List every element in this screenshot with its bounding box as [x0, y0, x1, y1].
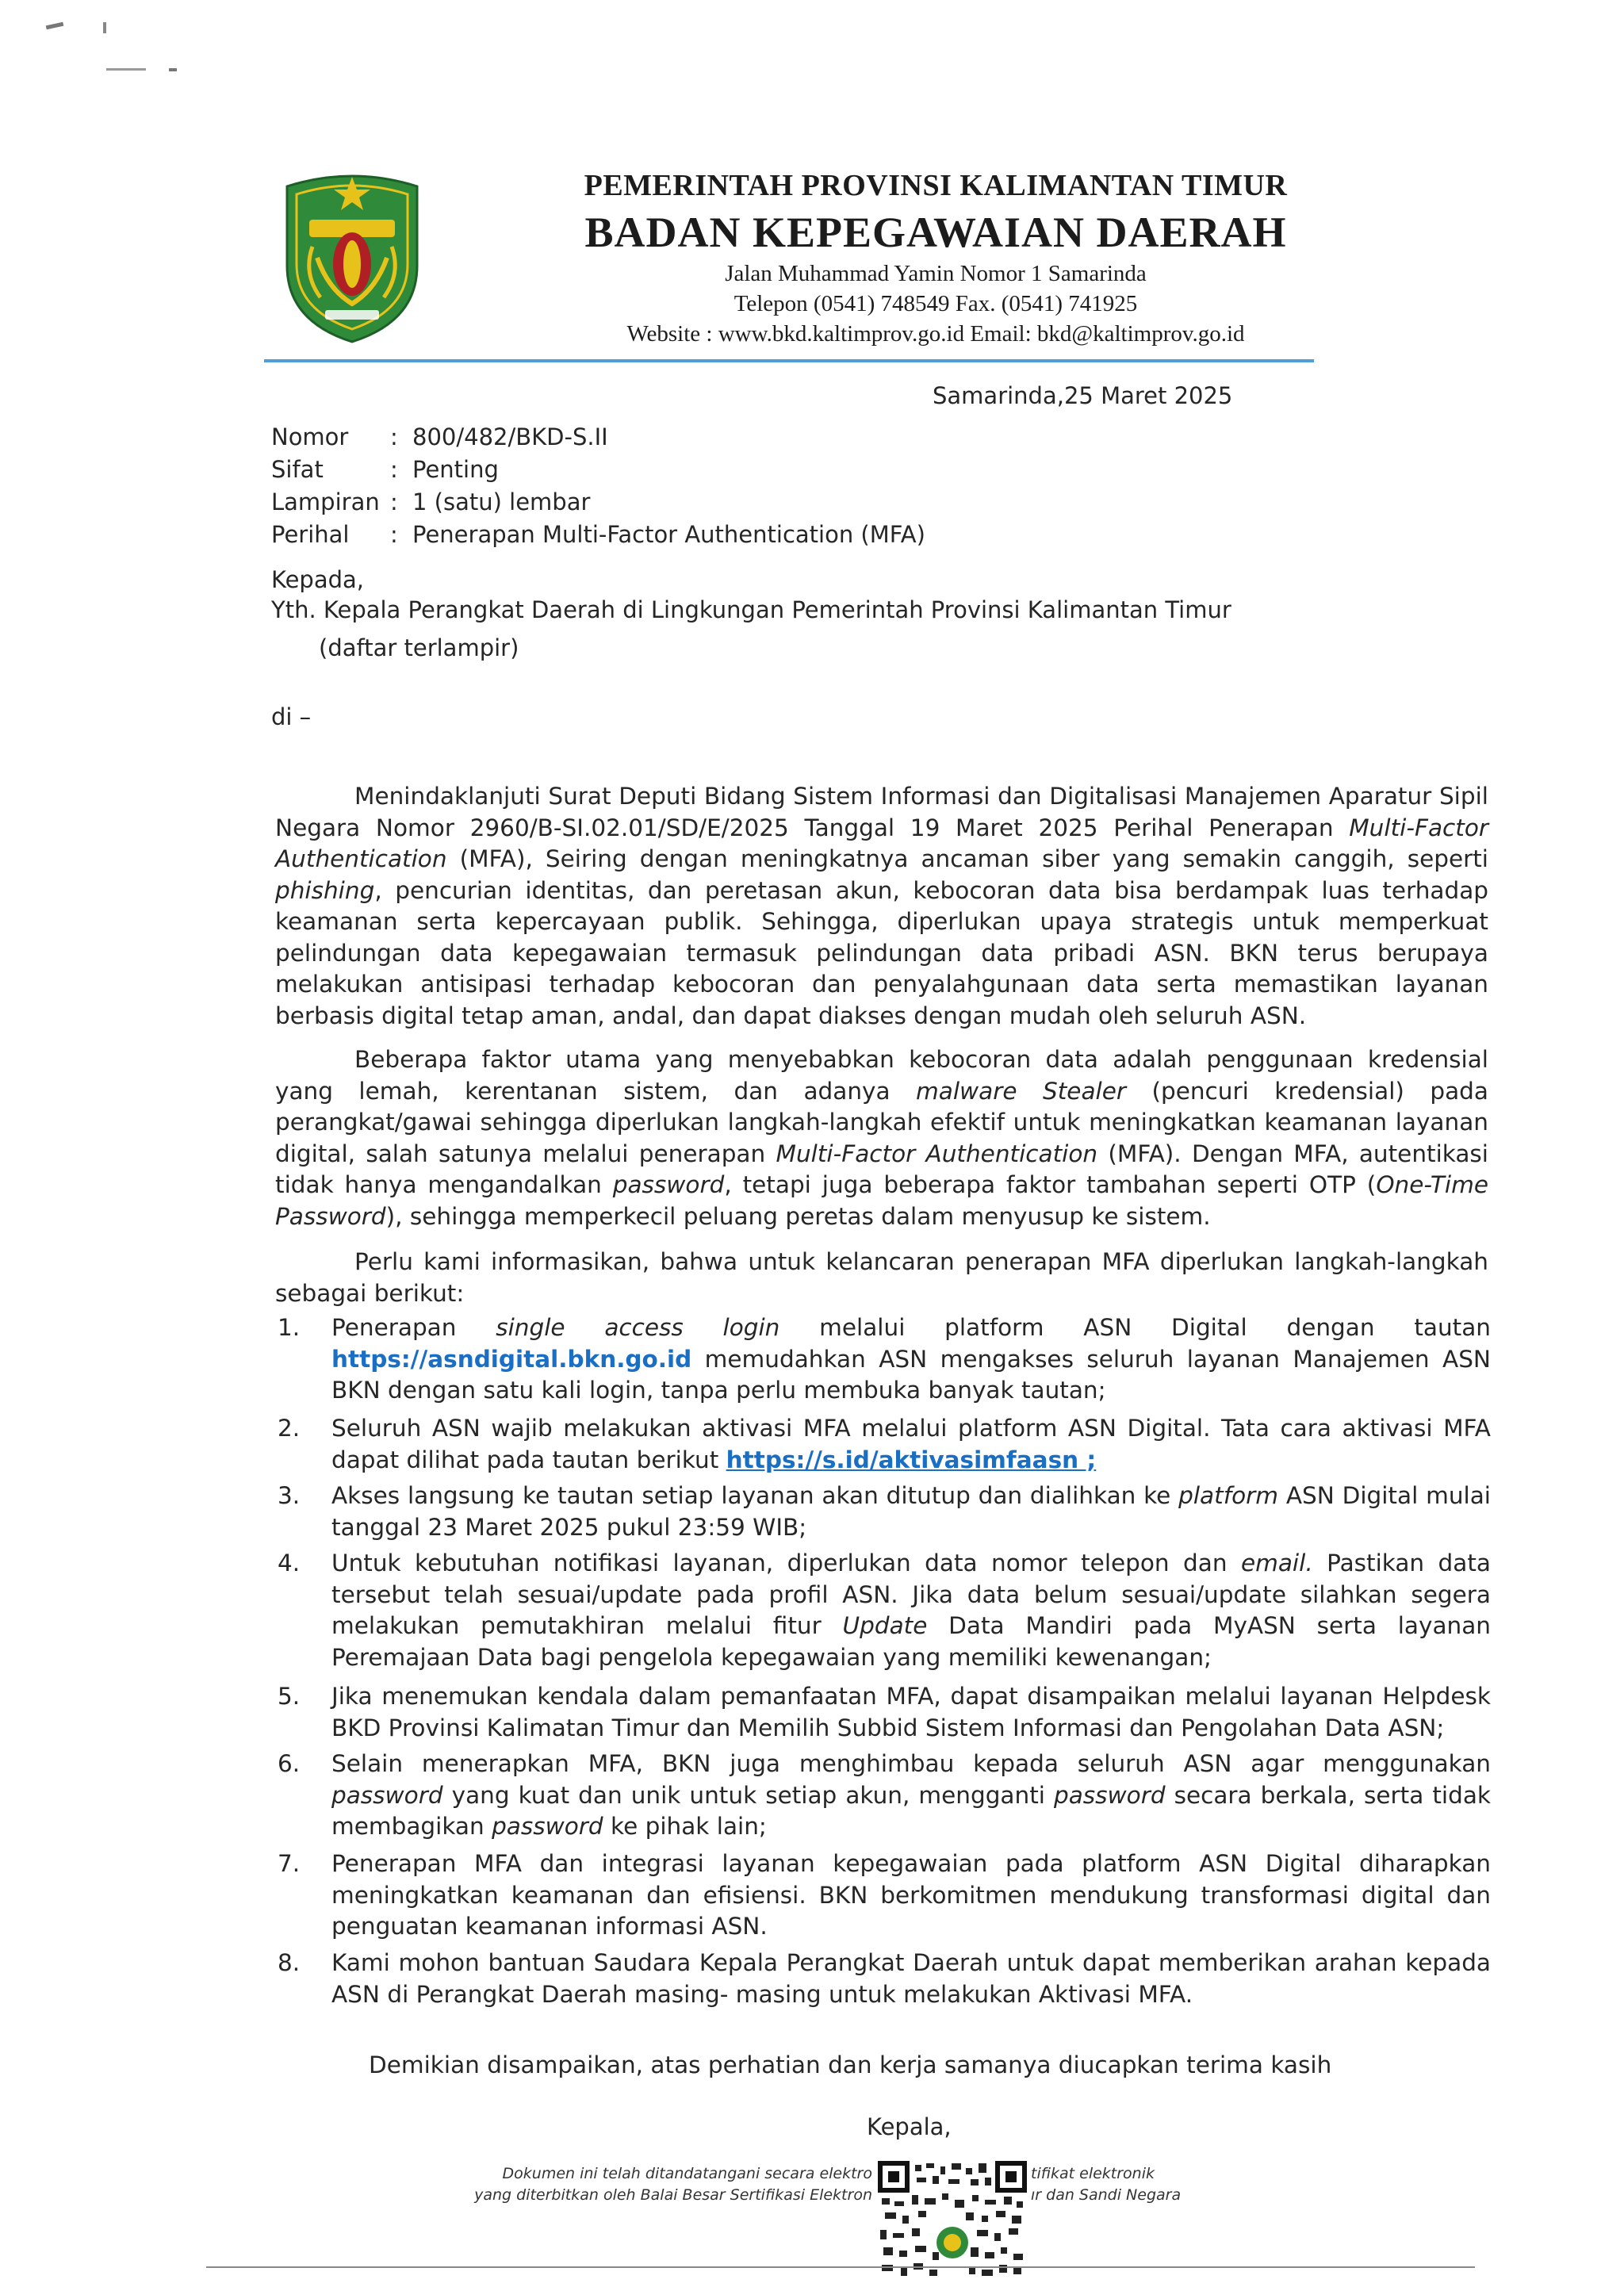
- text-run: Penerapan: [331, 1314, 496, 1341]
- letterhead-address: Jalan Muhammad Yamin Nomor 1 Samarinda: [725, 261, 1147, 286]
- text-run: Pastikan data tersebut telah sesuai/update pada profil ASN. Jika data belum sesuai/update silahkan segera melakukan pemutakhiran melalui fitur: [331, 1550, 1491, 1639]
- text-run-italic: password: [331, 1781, 443, 1809]
- list-number: 7.: [278, 1850, 301, 1877]
- list-number: 4.: [278, 1550, 301, 1576]
- scan-mark: [169, 68, 177, 71]
- recipient-salutation: Kepada,: [271, 566, 364, 593]
- list-number: 8.: [278, 1949, 301, 1976]
- text-run-italic: email.: [1240, 1550, 1313, 1576]
- list-item: [278, 1413, 1491, 1476]
- text-run: Menindaklanjuti Surat Deputi Bidang Sistem Informasi dan Digitalisasi Manajemen Aparatur Sipil Negara Nomor 2960/B-SI.02.01/SD/E/2025 Tanggal 19 Maret 2025 Perihal Penerapan: [275, 783, 1488, 841]
- province-emblem-logo: [279, 170, 425, 345]
- meta-colon: :: [390, 456, 398, 483]
- recipient-name: Yth. Kepala Perangkat Daerah di Lingkungan Pemerintah Provinsi Kalimantan Timur: [271, 596, 1231, 623]
- text-run-italic: password: [492, 1813, 603, 1840]
- text-run-italic: password: [612, 1171, 725, 1198]
- meta-value: Penting: [412, 456, 499, 483]
- scan-mark: [103, 22, 106, 33]
- scan-mark: [106, 68, 146, 71]
- text-run-italic: Multi-Factor Authentication: [776, 1140, 1098, 1167]
- text-run-italic: Multi-Factor Authentication: [275, 814, 1488, 872]
- esign-line: yang diterbitkan oleh Balai Besar Sertifikasi Elektron: [474, 2186, 872, 2204]
- text-run: Beberapa faktor utama yang menyebabkan kebocoran data adalah penggunaan kredensial yang lemah, kerentanan sistem, dan adanya: [275, 1046, 1488, 1105]
- text-run-italic: single access login: [496, 1314, 780, 1341]
- list-item: [278, 1848, 1491, 1943]
- list-item-text: Jika menemukan kendala dalam pemanfaatan MFA, dapat disampaikan melalui layanan Helpdesk BKD Provinsi Kalimatan Timur dan Memilih Subbid Sistem Informasi dan Pengolahan Data ASN;: [331, 1683, 1491, 1741]
- text-run: , tetapi juga beberapa faktor tambahan seperti OTP (: [724, 1171, 1377, 1198]
- letterhead-contact: [444, 259, 1427, 349]
- letterhead-phone: Telepon (0541) 748549 Fax. (0541) 741925: [733, 291, 1138, 316]
- text-run: Seluruh ASN wajib melakukan aktivasi MFA melalui platform ASN Digital. Tata cara aktivasi MFA dapat dilihat pada tautan berikut: [331, 1415, 1491, 1473]
- meta-value: 800/482/BKD-S.II: [412, 423, 608, 450]
- text-run-italic: Update: [842, 1612, 928, 1639]
- recipient-note: (daftar terlampir): [319, 634, 519, 661]
- list-number: 6.: [278, 1750, 301, 1777]
- paragraph-intro: [275, 781, 1488, 1032]
- text-run: Akses langsung ke tautan setiap layanan akan ditutup dan dialihkan ke: [331, 1482, 1179, 1509]
- list-item: [278, 1948, 1491, 2010]
- list-number: 5.: [278, 1683, 301, 1710]
- text-run-italic: One-Time Password: [275, 1171, 1488, 1230]
- text-run-italic: password: [1054, 1781, 1166, 1809]
- text-run: yang kuat dan unik untuk setiap akun, mengganti: [442, 1781, 1054, 1809]
- list-item-text: Penerapan MFA dan integrasi layanan kepegawaian pada platform ASN Digital diharapkan meningkatkan keamanan dan efisiensi. BKN berkomitmen mendukung transformasi digital dan penguatan keamanan informasi ASN.: [331, 1850, 1491, 1940]
- asn-digital-link[interactable]: https://asndigital.bkn.go.id: [331, 1345, 692, 1373]
- letter-date: Samarinda,25 Maret 2025: [933, 382, 1233, 409]
- list-item: [278, 1481, 1491, 1543]
- esign-line: tifikat elektronik: [1031, 2165, 1155, 2182]
- text-run: memudahkan ASN mengakses seluruh layanan Manajemen ASN BKN dengan satu kali login, tanpa perlu membuka banyak tautan;: [331, 1345, 1491, 1404]
- mfa-activation-link[interactable]: https://s.id/aktivasimfaasn ;: [726, 1446, 1097, 1473]
- text-run: (pencuri kredensial) pada perangkat/gawai sehingga diperlukan langkah-langkah efektif untuk meningkatkan keamanan layanan digital, salah satunya melalui penerapan: [275, 1077, 1488, 1167]
- recipient-place: di –: [271, 703, 312, 730]
- meta-label: Nomor: [271, 423, 349, 450]
- list-item: [278, 1312, 1491, 1407]
- meta-label: Sifat: [271, 456, 324, 483]
- text-run: , pencurian identitas, dan peretasan akun, kebocoran data bisa berdampak luas terhadap keamanan serta kepercayaan publik. Sehingga, diperlukan upaya strategis untuk memperkuat pelindungan data kepegawaian termasuk pelindungan data pribadi ASN. BKN terus berupaya melakukan antisipasi terhadap kebocoran dan penyalahgunaan data serta memastikan layanan berbasis digital tetap aman, andal, dan dapat diakses dengan mudah oleh seluruh ASN.: [275, 876, 1488, 1029]
- list-item-text: Kami mohon bantuan Saudara Kepala Perangkat Daerah untuk dapat memberikan arahan kepada ASN di Perangkat Daerah masing- masing untuk melakukan Aktivasi MFA.: [331, 1949, 1491, 2008]
- meta-colon: :: [390, 488, 398, 515]
- meta-nomor: [271, 422, 608, 453]
- meta-colon: :: [390, 423, 398, 450]
- esign-note-left: [444, 2163, 872, 2206]
- qr-code-icon: [877, 2160, 1028, 2279]
- meta-label: Lampiran: [271, 488, 380, 515]
- letterhead-government: PEMERINTAH PROVINSI KALIMANTAN TIMUR: [584, 169, 1288, 202]
- list-number: 1.: [278, 1314, 301, 1341]
- paragraph-causes: [275, 1044, 1488, 1232]
- text-run: melalui platform ASN Digital dengan tautan: [779, 1314, 1491, 1341]
- list-number: 3.: [278, 1482, 301, 1509]
- meta-lampiran: [271, 487, 590, 518]
- meta-value: Penerapan Multi-Factor Authentication (MFA): [412, 521, 925, 548]
- meta-value: 1 (satu) lembar: [412, 488, 591, 515]
- text-run: ASN Digital mulai tanggal 23 Maret 2025 pukul 23:59 WIB;: [331, 1482, 1491, 1541]
- esign-note-right: [1031, 2163, 1237, 2206]
- letterhead-divider: [264, 359, 1314, 362]
- text-run: (MFA). Dengan MFA, autentikasi tidak hanya mengandalkan: [275, 1140, 1489, 1198]
- text-run: ke pihak lain;: [603, 1813, 767, 1840]
- list-item: [278, 1548, 1491, 1673]
- text-run-italic: platform: [1178, 1482, 1279, 1509]
- text-run: Untuk kebutuhan notifikasi layanan, diperlukan data nomor telepon dan: [331, 1550, 1241, 1576]
- meta-sifat: [271, 454, 499, 485]
- text-run: Selain menerapkan MFA, BKN juga menghimbau kepada seluruh ASN agar menggunakan: [331, 1750, 1491, 1777]
- text-run: secara berkala, serta tidak membagikan: [331, 1781, 1491, 1840]
- text-run: Data Mandiri pada MyASN serta layanan Peremajaan Data bagi pengelola kepegawaian yang memiliki kewenangan;: [331, 1612, 1491, 1671]
- signature-title: Kepala,: [867, 2113, 952, 2140]
- meta-label: Perihal: [271, 521, 350, 548]
- list-item: [278, 1681, 1491, 1744]
- esign-line: ır dan Sandi Negara: [1031, 2186, 1182, 2204]
- list-number: 2.: [278, 1415, 301, 1442]
- closing-sentence: Demikian disampaikan, atas perhatian dan kerja samanya diucapkan terima kasih: [369, 2051, 1332, 2078]
- text-run: (MFA), Seiring dengan meningkatnya ancaman siber yang semakin canggih, seperti: [446, 845, 1488, 872]
- letterhead-agency: BADAN KEPEGAWAIAN DAERAH: [584, 209, 1287, 256]
- text-run-italic: phishing: [275, 876, 375, 904]
- meta-perihal: [271, 519, 925, 550]
- esign-line: Dokumen ini telah ditandatangani secara elektro: [502, 2165, 872, 2182]
- page-bottom-rule: [206, 2266, 1475, 2268]
- paragraph-steps-intro: Perlu kami informasikan, bahwa untuk kelancaran penerapan MFA diperlukan langkah-langkah sebagai berikut:: [275, 1248, 1488, 1307]
- meta-colon: :: [390, 521, 398, 548]
- text-run-italic: malware Stealer: [916, 1077, 1126, 1105]
- scan-mark: [46, 22, 64, 29]
- text-run: ), sehingga memperkecil peluang peretas dalam menyusup ke sistem.: [385, 1202, 1211, 1230]
- letterhead-web-email: Website : www.bkd.kaltimprov.go.id Email: bkd@kaltimprov.go.id: [626, 321, 1245, 347]
- list-item: [278, 1749, 1491, 1843]
